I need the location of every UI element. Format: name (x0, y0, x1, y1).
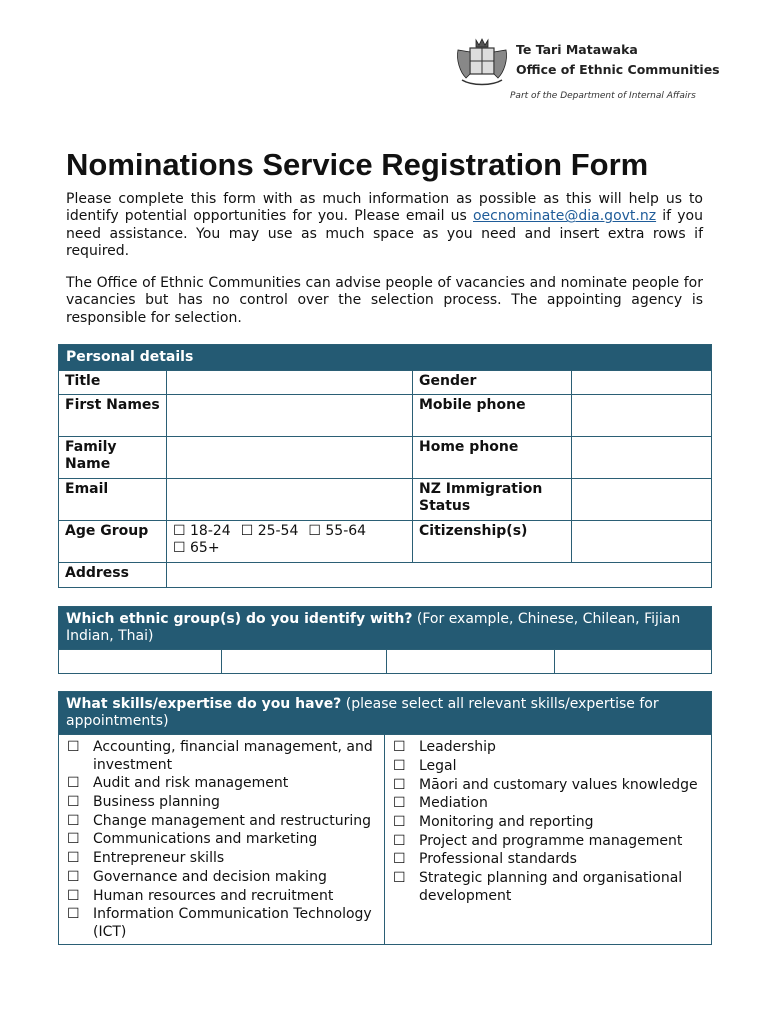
email-label: Email (59, 479, 167, 521)
address-field[interactable] (167, 563, 712, 588)
checkbox-icon[interactable]: ☐ (67, 887, 80, 904)
age-option-18-24[interactable]: ☐ 18-24 (173, 523, 231, 539)
skills-table (58, 691, 712, 945)
gender-label: Gender (413, 371, 572, 395)
skill-ict[interactable]: ☐ Information Communication Technology (ICT) (67, 906, 372, 940)
checkbox-icon[interactable]: ☐ (67, 831, 80, 848)
family-name-label: Family Name (59, 437, 167, 479)
skill-communications[interactable]: ☐ Communications and marketing (67, 831, 318, 848)
ethnic-question: Which ethnic group(s) do you identify with? (66, 611, 413, 627)
email-link[interactable]: oecnominate@dia.govt.nz (472, 208, 657, 225)
skill-legal[interactable]: ☐ Legal (393, 757, 457, 774)
address-label: Address (59, 563, 167, 588)
home-phone-label: Home phone (413, 437, 572, 479)
checkbox-icon[interactable]: ☐ (393, 776, 406, 793)
skill-maori-values[interactable]: ☐ Māori and customary values knowledge (393, 776, 698, 793)
intro-text-after: if you need assistance. You may use as much space as you need and insert extra rows if required. (66, 208, 703, 259)
page-title: Nominations Service Registration Form (66, 147, 649, 182)
ethnic-group-field-4[interactable] (555, 650, 712, 674)
skill-entrepreneur[interactable]: ☐ Entrepreneur skills (67, 850, 225, 867)
intro-paragraph-2: The Office of Ethnic Communities can advise people of vacancies and nominate people for vacancies but has no control over the selection process. The appointing agency is responsible for selection. (66, 275, 703, 326)
age-option-25-54[interactable]: ☐ 25-54 (240, 523, 299, 539)
age-option-55-64[interactable]: ☐ 55-64 (308, 523, 367, 539)
ethnic-group-heading (59, 607, 712, 650)
personal-details-table (58, 344, 712, 588)
title-label: Title (59, 371, 167, 395)
skills-heading (59, 692, 712, 735)
skill-audit-risk[interactable]: ☐ Audit and risk management (67, 775, 289, 792)
checkbox-icon[interactable]: ☐ (67, 775, 80, 792)
org-maori-name: Te Tari Matawaka (516, 42, 638, 57)
citizenship-field[interactable] (572, 521, 712, 563)
gender-field[interactable] (572, 371, 712, 395)
checkbox-icon[interactable]: ☐ (67, 739, 80, 756)
checkbox-icon[interactable]: ☐ (393, 813, 406, 830)
ethnic-group-field-2[interactable] (222, 650, 387, 674)
checkbox-icon[interactable]: ☐ (67, 812, 80, 829)
first-names-label: First Names (59, 395, 167, 437)
skill-professional-standards[interactable]: ☐ Professional standards (393, 851, 577, 868)
skill-monitoring[interactable]: ☐ Monitoring and reporting (393, 813, 594, 830)
skill-project-management[interactable]: ☐ Project and programme management (393, 832, 683, 849)
skills-right-column (385, 735, 712, 945)
skill-accounting[interactable]: ☐ Accounting, financial management, and investment (67, 739, 373, 773)
age-group-label: Age Group (59, 521, 167, 563)
logo-block (454, 36, 720, 106)
skills-left-column (59, 735, 385, 945)
skills-note: (please select all relevant skills/expertise for appointments) (66, 696, 659, 729)
mobile-phone-field[interactable] (572, 395, 712, 437)
skill-change-management[interactable]: ☐ Change management and restructuring (67, 812, 372, 829)
skill-mediation[interactable]: ☐ Mediation (393, 795, 488, 812)
skill-governance[interactable]: ☐ Governance and decision making (67, 868, 327, 885)
ethnic-group-field-1[interactable] (59, 650, 222, 674)
skill-human-resources[interactable]: ☐ Human resources and recruitment (67, 887, 334, 904)
ethnic-group-field-3[interactable] (387, 650, 555, 674)
first-names-field[interactable] (167, 395, 413, 437)
org-name: Office of Ethnic Communities (516, 62, 720, 77)
checkbox-icon[interactable]: ☐ (67, 906, 80, 923)
immigration-status-label: NZ Immigration Status (413, 479, 572, 521)
immigration-status-field[interactable] (572, 479, 712, 521)
title-field[interactable] (167, 371, 413, 395)
mobile-phone-label: Mobile phone (413, 395, 572, 437)
skill-leadership[interactable]: ☐ Leadership (393, 739, 496, 756)
home-phone-field[interactable] (572, 437, 712, 479)
checkbox-icon[interactable]: ☐ (67, 868, 80, 885)
department-tagline: Part of the Department of Internal Affairs (510, 91, 696, 101)
intro-paragraph-1 (66, 191, 703, 260)
checkbox-icon[interactable]: ☐ (393, 870, 406, 886)
age-group-options (167, 521, 413, 563)
skill-strategic-planning[interactable]: ☐ Strategic planning and organisational development (393, 870, 683, 904)
checkbox-icon[interactable]: ☐ (393, 832, 406, 849)
checkbox-icon[interactable]: ☐ (393, 851, 406, 868)
checkbox-icon[interactable]: ☐ (393, 739, 406, 756)
ethnic-examples: (For example, Chinese, Chilean, Fijian Indian, Thai) (66, 611, 681, 644)
nz-coat-of-arms-icon (454, 36, 510, 88)
checkbox-icon[interactable]: ☐ (67, 850, 80, 867)
personal-details-heading: Personal details (59, 345, 712, 371)
intro-text-before: Please complete this form with as much information as possible as this will help us to identify potential opportunities for you. Please email us (66, 191, 703, 225)
ethnic-group-table (58, 606, 712, 674)
skills-question: What skills/expertise do you have? (66, 696, 342, 712)
family-name-field[interactable] (167, 437, 413, 479)
skill-business-planning[interactable]: ☐ Business planning (67, 794, 220, 811)
checkbox-icon[interactable]: ☐ (393, 795, 406, 812)
citizenship-label: Citizenship(s) (413, 521, 572, 563)
age-option-65-plus[interactable]: ☐ 65+ (173, 540, 220, 556)
email-field[interactable] (167, 479, 413, 521)
checkbox-icon[interactable]: ☐ (67, 794, 80, 811)
checkbox-icon[interactable]: ☐ (393, 757, 406, 774)
